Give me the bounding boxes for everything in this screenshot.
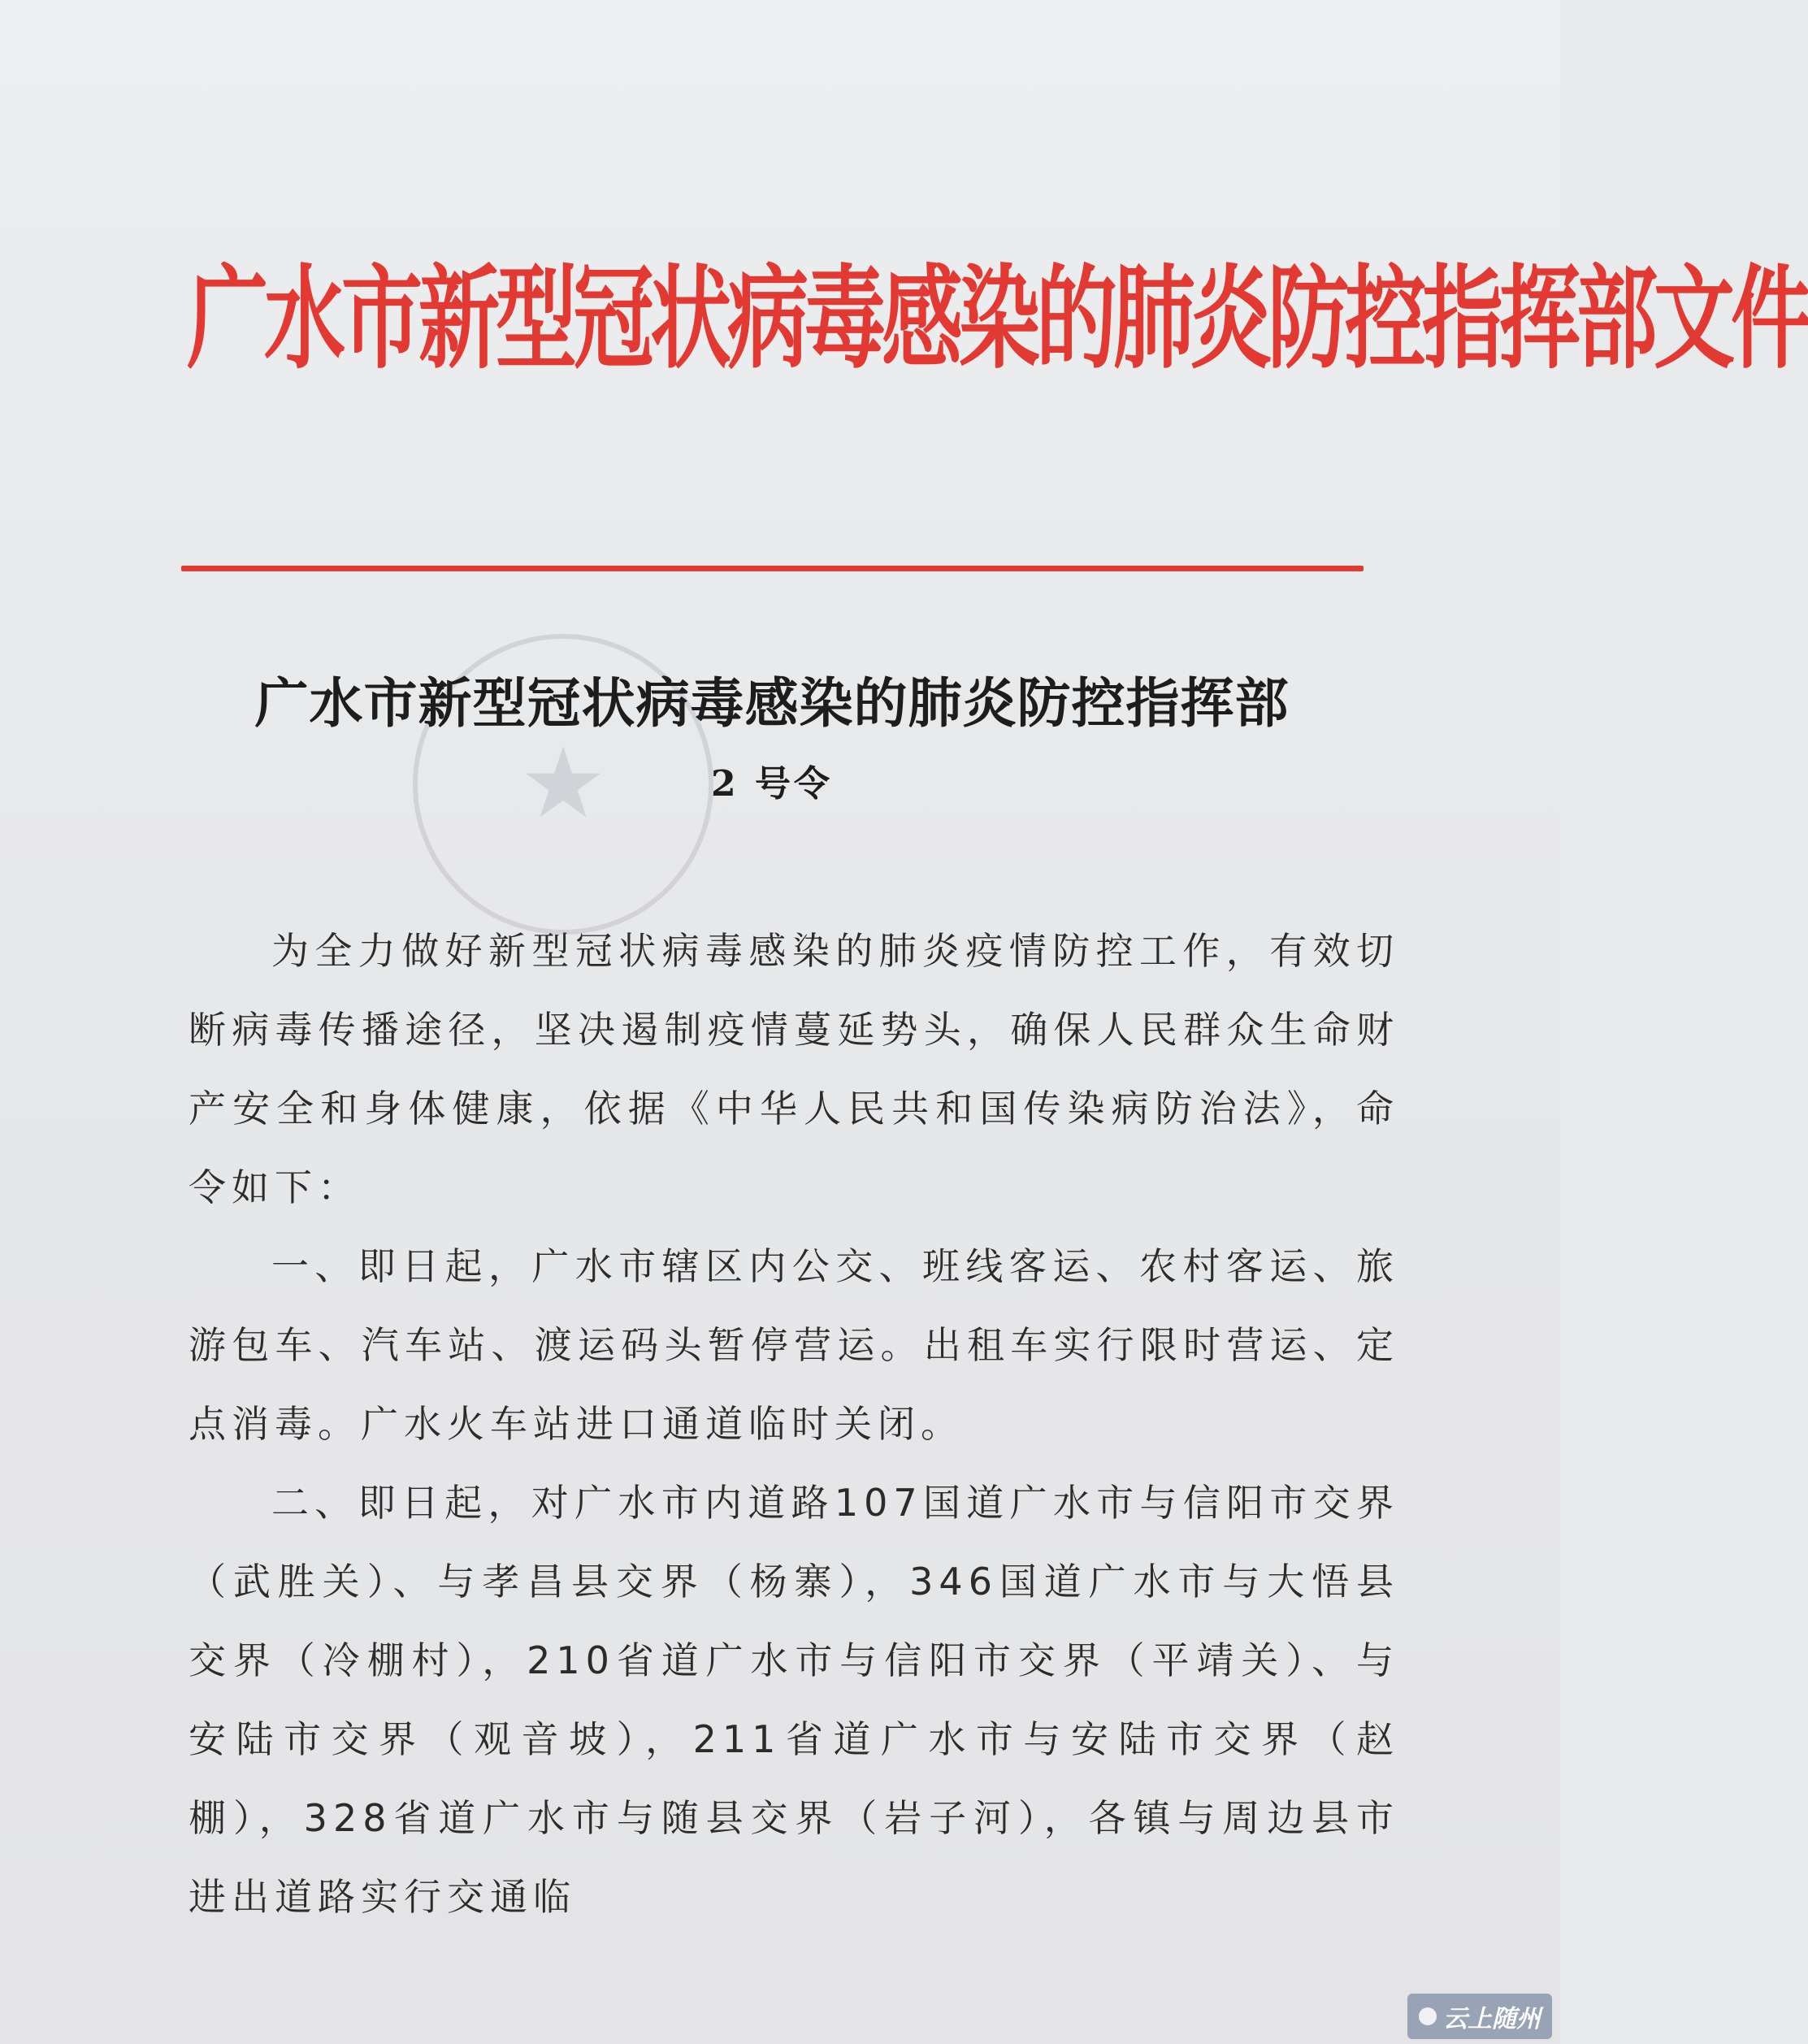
order-number: 2 号令 bbox=[711, 763, 833, 805]
document-body bbox=[189, 912, 1399, 1937]
seal-star-icon: ★ bbox=[519, 727, 607, 840]
header-red-rule bbox=[181, 566, 1364, 571]
document-title: 广水市新型冠状病毒感染的肺炎防控指挥部 bbox=[254, 671, 1290, 735]
paragraph-intro: 为全力做好新型冠状病毒感染的肺炎疫情防控工作，有效切断病毒传播途径，坚决遏制疫情蔓延势头，确保人民群众生命财产安全和身体健康，依据《中华人民共和国传染病防治法》，命令如下： bbox=[189, 929, 1399, 1209]
paragraph-item-1: 一、即日起，广水市辖区内公交、班线客运、农村客运、旅游包车、汽车站、渡运码头暂停营运。出租车实行限时营运、定点消毒。广水火车站进口通道临时关闭。 bbox=[189, 1244, 1399, 1446]
paragraph-item-2: 二、即日起，对广水市内道路107国道广水市与信阳市交界（武胜关）、与孝昌县交界（杨寨），346国道广水市与大悟县交界（冷棚村），210省道广水市与信阳市交界（平靖关）、与安陆市交界（观音坡），211省道广水市与安陆市交界（赵棚），328省道广水市与随县交界（岩子河），各镇与周边县市进出道路实行交通临 bbox=[189, 1481, 1399, 1919]
document-header-title: 广水市新型冠状病毒感染的肺炎防控指挥部文件 bbox=[187, 252, 1808, 385]
watermark-text: 云上随州 bbox=[1443, 2005, 1541, 2033]
source-watermark bbox=[1407, 1994, 1552, 2039]
cloud-logo-icon bbox=[1419, 2007, 1437, 2025]
